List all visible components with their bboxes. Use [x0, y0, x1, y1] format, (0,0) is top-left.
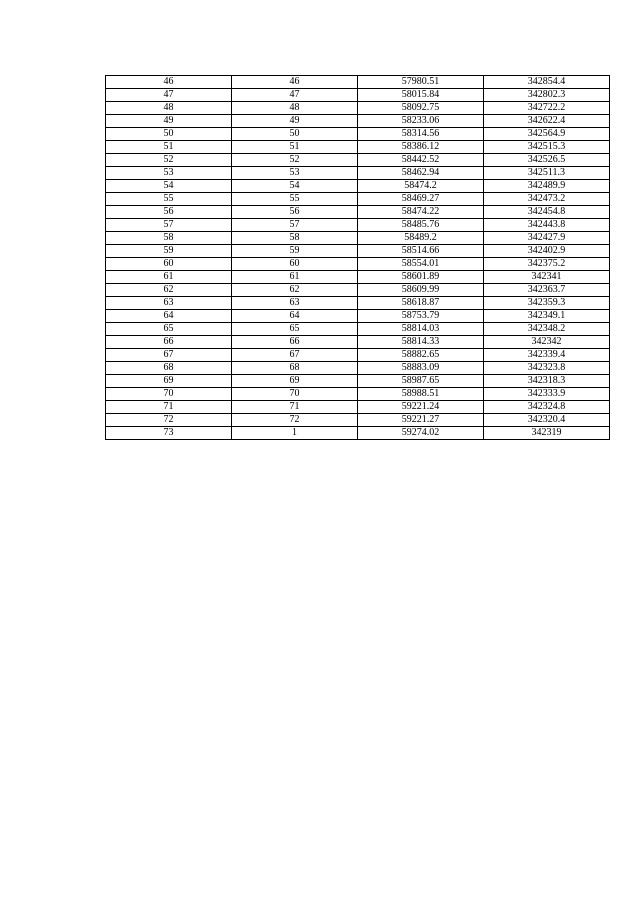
point-index-cell: 68	[232, 362, 358, 375]
table-row	[106, 180, 610, 193]
table-row	[106, 167, 610, 180]
y-coordinate-cell: 342333.9	[484, 388, 610, 401]
point-index-cell: 48	[232, 102, 358, 115]
x-coordinate-cell: 58601.89	[358, 271, 484, 284]
table-row	[106, 375, 610, 388]
x-coordinate-cell: 58882.65	[358, 349, 484, 362]
y-coordinate-cell: 342511.3	[484, 167, 610, 180]
y-coordinate-cell: 342324.8	[484, 401, 610, 414]
point-number-cell: 59	[106, 245, 232, 258]
point-number-cell: 52	[106, 154, 232, 167]
point-index-cell: 57	[232, 219, 358, 232]
x-coordinate-cell: 58469.27	[358, 193, 484, 206]
x-coordinate-cell: 58514.66	[358, 245, 484, 258]
x-coordinate-cell: 58314.56	[358, 128, 484, 141]
table-row	[106, 284, 610, 297]
point-number-cell: 68	[106, 362, 232, 375]
point-number-cell: 49	[106, 115, 232, 128]
y-coordinate-cell: 342342	[484, 336, 610, 349]
y-coordinate-cell: 342320.4	[484, 414, 610, 427]
table-body	[106, 76, 610, 440]
y-coordinate-cell: 342526.5	[484, 154, 610, 167]
point-index-cell: 58	[232, 232, 358, 245]
point-index-cell: 46	[232, 76, 358, 89]
point-index-cell: 59	[232, 245, 358, 258]
point-index-cell: 51	[232, 141, 358, 154]
table-row	[106, 336, 610, 349]
point-index-cell: 64	[232, 310, 358, 323]
table-row	[106, 310, 610, 323]
x-coordinate-cell: 58092.75	[358, 102, 484, 115]
y-coordinate-cell: 342622.4	[484, 115, 610, 128]
point-index-cell: 56	[232, 206, 358, 219]
table-row	[106, 427, 610, 440]
point-number-cell: 48	[106, 102, 232, 115]
y-coordinate-cell: 342323.8	[484, 362, 610, 375]
table-row	[106, 388, 610, 401]
y-coordinate-cell: 342564.9	[484, 128, 610, 141]
point-index-cell: 55	[232, 193, 358, 206]
point-index-cell: 66	[232, 336, 358, 349]
table-row	[106, 401, 610, 414]
point-index-cell: 49	[232, 115, 358, 128]
table-row	[106, 245, 610, 258]
y-coordinate-cell: 342854.4	[484, 76, 610, 89]
x-coordinate-cell: 58987.65	[358, 375, 484, 388]
x-coordinate-cell: 57980.51	[358, 76, 484, 89]
point-number-cell: 71	[106, 401, 232, 414]
point-index-cell: 60	[232, 258, 358, 271]
y-coordinate-cell: 342341	[484, 271, 610, 284]
y-coordinate-cell: 342348.2	[484, 323, 610, 336]
point-index-cell: 71	[232, 401, 358, 414]
y-coordinate-cell: 342427.9	[484, 232, 610, 245]
table-row	[106, 271, 610, 284]
table-row	[106, 76, 610, 89]
y-coordinate-cell: 342339.4	[484, 349, 610, 362]
x-coordinate-cell: 58474.2	[358, 180, 484, 193]
table-row	[106, 115, 610, 128]
point-number-cell: 62	[106, 284, 232, 297]
point-number-cell: 69	[106, 375, 232, 388]
y-coordinate-cell: 342363.7	[484, 284, 610, 297]
table-row	[106, 154, 610, 167]
point-number-cell: 72	[106, 414, 232, 427]
x-coordinate-cell: 59274.02	[358, 427, 484, 440]
point-number-cell: 70	[106, 388, 232, 401]
point-number-cell: 56	[106, 206, 232, 219]
point-index-cell: 47	[232, 89, 358, 102]
x-coordinate-cell: 58814.33	[358, 336, 484, 349]
point-index-cell: 70	[232, 388, 358, 401]
point-number-cell: 47	[106, 89, 232, 102]
y-coordinate-cell: 342359.3	[484, 297, 610, 310]
x-coordinate-cell: 59221.24	[358, 401, 484, 414]
y-coordinate-cell: 342489.9	[484, 180, 610, 193]
point-number-cell: 60	[106, 258, 232, 271]
point-number-cell: 57	[106, 219, 232, 232]
point-index-cell: 52	[232, 154, 358, 167]
x-coordinate-cell: 58753.79	[358, 310, 484, 323]
point-number-cell: 67	[106, 349, 232, 362]
x-coordinate-cell: 58489.2	[358, 232, 484, 245]
table-row	[106, 206, 610, 219]
point-index-cell: 61	[232, 271, 358, 284]
point-number-cell: 51	[106, 141, 232, 154]
point-number-cell: 63	[106, 297, 232, 310]
y-coordinate-cell: 342454.8	[484, 206, 610, 219]
y-coordinate-cell: 342473.2	[484, 193, 610, 206]
point-number-cell: 61	[106, 271, 232, 284]
table-row	[106, 232, 610, 245]
x-coordinate-cell: 58474.22	[358, 206, 484, 219]
x-coordinate-cell: 58386.12	[358, 141, 484, 154]
point-index-cell: 62	[232, 284, 358, 297]
table-row	[106, 128, 610, 141]
table-row	[106, 141, 610, 154]
y-coordinate-cell: 342318.3	[484, 375, 610, 388]
point-index-cell: 67	[232, 349, 358, 362]
x-coordinate-cell: 58883.09	[358, 362, 484, 375]
table-row	[106, 297, 610, 310]
table-row	[106, 219, 610, 232]
point-number-cell: 73	[106, 427, 232, 440]
table-row	[106, 193, 610, 206]
y-coordinate-cell: 342349.1	[484, 310, 610, 323]
point-index-cell: 50	[232, 128, 358, 141]
point-number-cell: 50	[106, 128, 232, 141]
x-coordinate-cell: 58485.76	[358, 219, 484, 232]
point-number-cell: 65	[106, 323, 232, 336]
point-index-cell: 53	[232, 167, 358, 180]
x-coordinate-cell: 58442.52	[358, 154, 484, 167]
y-coordinate-cell: 342722.2	[484, 102, 610, 115]
point-number-cell: 64	[106, 310, 232, 323]
table-row	[106, 89, 610, 102]
y-coordinate-cell: 342402.9	[484, 245, 610, 258]
point-index-cell: 63	[232, 297, 358, 310]
y-coordinate-cell: 342515.3	[484, 141, 610, 154]
y-coordinate-cell: 342375.2	[484, 258, 610, 271]
point-number-cell: 58	[106, 232, 232, 245]
point-number-cell: 66	[106, 336, 232, 349]
coordinates-table	[105, 75, 610, 440]
point-number-cell: 54	[106, 180, 232, 193]
table-row	[106, 102, 610, 115]
x-coordinate-cell: 58233.06	[358, 115, 484, 128]
point-number-cell: 55	[106, 193, 232, 206]
point-index-cell: 69	[232, 375, 358, 388]
table-row	[106, 258, 610, 271]
point-number-cell: 46	[106, 76, 232, 89]
x-coordinate-cell: 58814.03	[358, 323, 484, 336]
x-coordinate-cell: 58609.99	[358, 284, 484, 297]
point-index-cell: 1	[232, 427, 358, 440]
x-coordinate-cell: 59221.27	[358, 414, 484, 427]
point-index-cell: 65	[232, 323, 358, 336]
table-row	[106, 323, 610, 336]
y-coordinate-cell: 342443.8	[484, 219, 610, 232]
x-coordinate-cell: 58554.01	[358, 258, 484, 271]
table-row	[106, 362, 610, 375]
point-number-cell: 53	[106, 167, 232, 180]
x-coordinate-cell: 58988.51	[358, 388, 484, 401]
table-row	[106, 414, 610, 427]
y-coordinate-cell: 342802.3	[484, 89, 610, 102]
x-coordinate-cell: 58015.84	[358, 89, 484, 102]
x-coordinate-cell: 58618.87	[358, 297, 484, 310]
table-row	[106, 349, 610, 362]
y-coordinate-cell: 342319	[484, 427, 610, 440]
x-coordinate-cell: 58462.94	[358, 167, 484, 180]
point-index-cell: 72	[232, 414, 358, 427]
point-index-cell: 54	[232, 180, 358, 193]
